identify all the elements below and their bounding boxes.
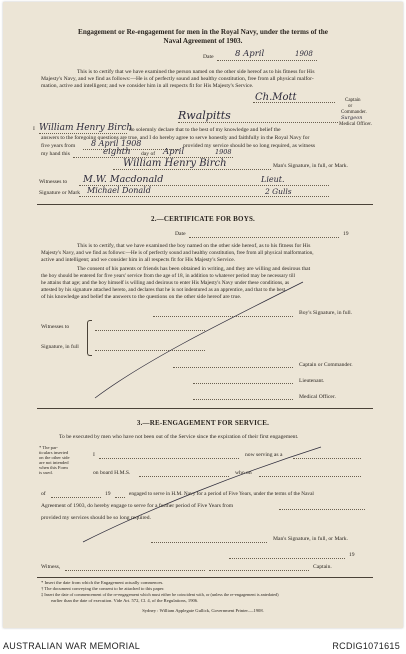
section3-heading: 3.—RE-ENGAGEMENT FOR SERVICE. — [136, 419, 270, 427]
boys-para1-line3: active and intelligent; and we consider him in all respects fit for His Majesty's Service. — [41, 257, 236, 263]
declare-month: April — [163, 147, 185, 157]
boys-lieutenant-label: Lieutenant. — [299, 378, 325, 384]
boys-para2-line1: The consent of his parents or friends has been obtained in writing, and they are willing and desirous that — [77, 266, 311, 272]
boys-captain-label: Captain or Commander. — [299, 362, 353, 368]
reengage-year-prefix: 19 — [105, 491, 111, 497]
document-title-line2: Naval Agreement of 1903. — [163, 37, 243, 45]
man-signature: William Henry Birch — [123, 158, 227, 169]
witness1-signature: M.W. Macdonald — [83, 174, 164, 185]
printer-imprint: Sydney : William Applegate Gullick, Government Printer.—1908. — [142, 608, 264, 613]
boys-witnesses-label: Witnesses to — [41, 324, 70, 330]
medical-officer-signature: Rwalpitts — [178, 109, 231, 122]
date-label: Date — [203, 54, 214, 60]
side-note-line5: when this Form — [39, 465, 68, 470]
of-label: of — [41, 491, 46, 497]
witness2-rank: 2 Gulls — [265, 187, 292, 196]
side-note-line2: ticulars inserted — [39, 450, 69, 455]
on-board-label: on board H.M.S. — [93, 470, 131, 476]
boys-para2-line4: attested by his signature attached hereto, and declares that he is not indentured as an apprentice, and that to the best — [41, 287, 286, 293]
boys-para2-line3: he attains that age; and the boy himself is willing and desirous to enter His Majesty's Navy under these conditions, as — [41, 280, 290, 286]
declare-line2: answers to the foregoing questions are true, and I do hereby agree to serve honestly and faithfully in the Royal Navy for — [41, 135, 310, 141]
document-title-line1: Engagement or Re-engagement for men in the Royal Navy, under the terms of the — [78, 28, 328, 36]
watermark-right: RCDIG1071615 — [332, 641, 400, 651]
declare-line4-b: day of — [141, 151, 156, 157]
date-value: 8 April — [235, 49, 265, 59]
boys-para1-line2: Majesty's Navy, and we find as follows:—He is of perfectly sound and healthy constitution, free from all physical malformation, — [41, 250, 314, 256]
or-label: or — [348, 104, 353, 109]
engaged-label: engaged to serve in H.M. Navy for a period of Five Years, under the terms of the Naval — [129, 491, 314, 497]
year-value: 1908 — [295, 50, 313, 58]
declare-line4-a: my hand this — [41, 151, 70, 157]
witness2-signature: Michael Donald — [87, 186, 151, 195]
footnote-3: ‡ Insert the date of commencement of the re-engagement which must either be coincident with, or (unless the re-engagement is antedated) — [41, 592, 279, 597]
captain-signature: Ch.Mott — [255, 92, 297, 103]
footnote-2: † The document conveying the consent to be attached to this paper. — [41, 586, 165, 591]
side-note-line6: is used. — [39, 470, 53, 475]
declarant-name: William Henry Birch — [39, 123, 133, 133]
declare-day: eighth — [103, 147, 131, 157]
agreement-label: Agreement of 1903, do hereby engage to serve for a further period of Five Years from — [41, 503, 234, 509]
signature-or-mark-label: Signature or Mark — [39, 190, 81, 196]
boys-signature-in-full-label: Signature, in full — [41, 344, 79, 350]
document-page — [3, 2, 403, 628]
side-note-line3: on the other side — [39, 455, 70, 460]
watermark-bar — [0, 630, 406, 654]
reengage-i-label: I — [93, 452, 95, 458]
boys-year-prefix: 19 — [343, 231, 349, 237]
boys-para2-line2: the boy should be entered for five years' service from the age of 18, in addition to whatever period may be necessary till — [41, 273, 296, 279]
medical-officer-label: Medical Officer. — [339, 122, 372, 127]
reengage-mans-signature-label: Man's Signature, in full, or Mark. — [273, 536, 348, 542]
declare-line3-b: provided my service should be so long required, as witness — [183, 143, 316, 149]
man-signature-label: Man's Signature, in full, or Mark. — [273, 163, 348, 169]
declare-line1: do solemnly declare that to the best of my knowledge and belief the — [129, 127, 281, 133]
side-note-line1: * The par- — [39, 445, 58, 450]
side-note-line4: are not intended — [39, 460, 69, 465]
declare-from-date: 8 April 1908 — [91, 139, 142, 148]
provided-label: provided my services should be so long required. — [41, 515, 151, 521]
exam-para-line1: This is to certify that we have examined the person named on the other side hereof as to his fitness for His — [77, 69, 315, 75]
reengage-year-prefix2: 19 — [349, 552, 355, 558]
section3-intro: To be executed by men who have not been out of the Service since the expiration of their first engagement. — [59, 434, 299, 440]
watermark-left: AUSTRALIAN WAR MEMORIAL — [3, 641, 141, 651]
who-on-label: who on — [235, 470, 252, 476]
declaration-i: I — [33, 126, 35, 132]
captain-label: Captain — [345, 98, 361, 103]
section2-heading: 2.—CERTIFICATE FOR BOYS. — [151, 215, 255, 223]
witness1-rank: Lieut. — [261, 175, 285, 184]
footnote-1: * Insert the date from which the Engagement actually commences. — [41, 580, 164, 585]
reengage-captain-label: Captain. — [313, 564, 332, 570]
commander-label: Commander. — [341, 110, 367, 115]
exam-para-line2: Majesty's Navy, and we find as follows:—He is of perfectly sound and healthy constitution, free from all physical malfor- — [41, 76, 314, 82]
footnote-4: earlier than the date of execution. Vide Art. 572, Cl. 4, of the Regulations, 1906. — [51, 598, 199, 603]
now-serving-label: now serving as a — [245, 452, 283, 458]
reengage-witness-label: Witness, — [41, 564, 61, 570]
boys-medical-label: Medical Officer. — [299, 394, 336, 400]
witnesses-label: Witnesses to — [39, 179, 68, 185]
medical-initials: Surgeon — [341, 115, 363, 121]
declare-year: 1908 — [215, 148, 232, 156]
cancellation-strokes — [3, 2, 403, 628]
exam-para-line3: mation, active and intelligent; and we consider him in all respects fit for His Majesty's Service. — [41, 83, 254, 89]
boys-para2-line5: of his knowledge and belief the answers to the questions on the other side hereof are true. — [41, 294, 242, 300]
boys-signature-label: Boy's Signature, in full. — [299, 310, 353, 316]
boys-para1-line1: This is to certify, that we have examined the boy named on the other side hereof, as to his fitness for His — [77, 243, 311, 249]
declare-line3-a: five years from — [41, 143, 76, 149]
boys-date-label: Date — [175, 231, 186, 237]
